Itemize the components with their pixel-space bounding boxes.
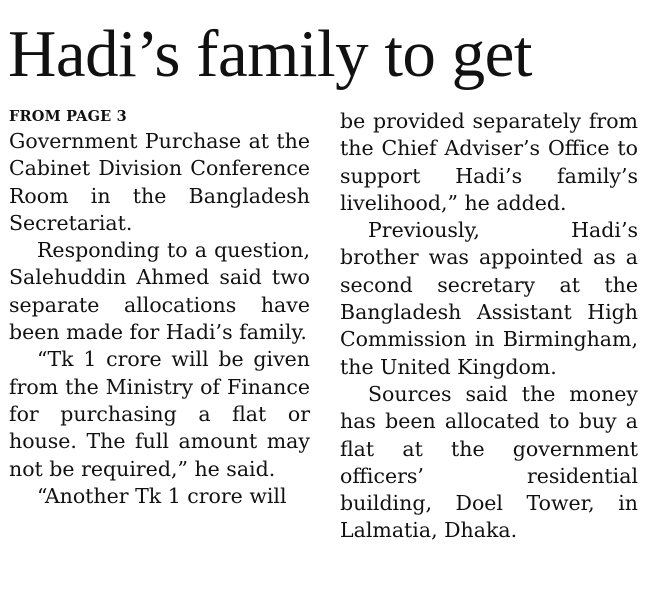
paragraph: be provided separately from the Chief Adviser’s Office to support Hadi’s family’s livelihood,” he added. — [340, 109, 638, 215]
paragraph: Responding to a question, Salehuddin Ahmed said two separate allocations have been made for Hadi’s family. — [9, 238, 310, 345]
continuation-kicker: FROM PAGE 3 — [9, 108, 127, 125]
paragraph: Sources said the money has been allocated to buy a flat at the government officers’ residential building, Doel Tower, in Lalmatia, Dhaka. — [340, 381, 638, 543]
article-column-right — [340, 108, 638, 545]
paragraph: Government Purchase at the Cabinet Division Conference Room in the Bangladesh Secretariat. — [9, 129, 310, 235]
paragraph: Previously, Hadi’s brother was appointed as a second secretary at the Bangladesh Assistant High Commission in Birmingham, the United Kingdom. — [340, 218, 638, 379]
paragraph: “Another Tk 1 crore will — [37, 483, 287, 508]
paragraph: “Tk 1 crore will be given from the Ministry of Finance for purchasing a flat or house. The full amount may not be required,” he said. — [9, 347, 310, 481]
headline: Hadi’s family to get — [8, 17, 533, 91]
article-column-left — [9, 108, 310, 510]
